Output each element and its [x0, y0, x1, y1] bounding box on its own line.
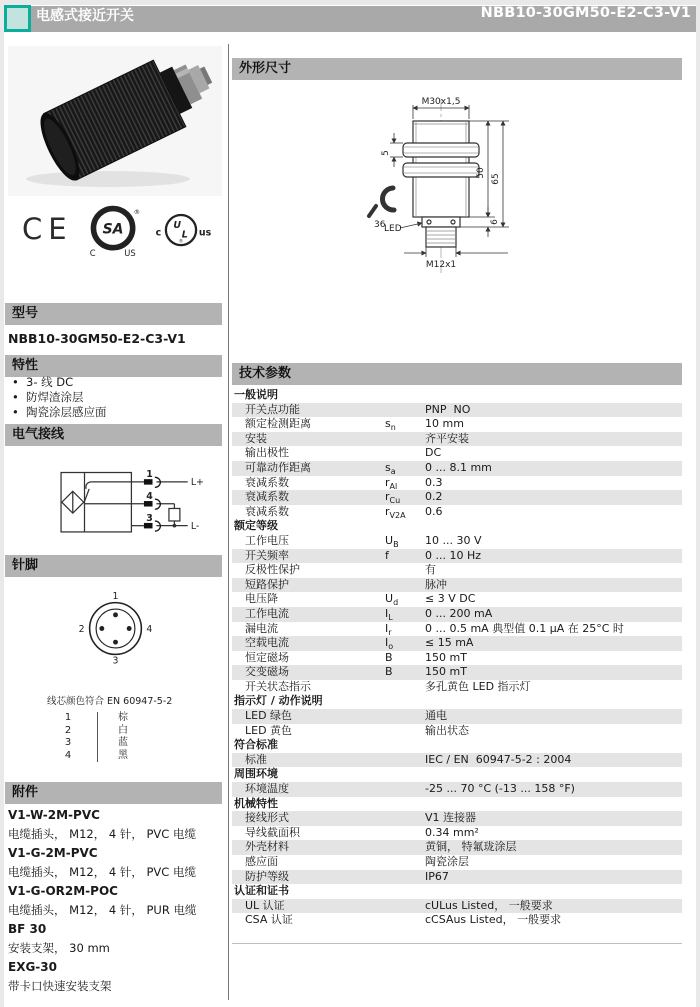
- spec-label: 外壳材料: [245, 840, 289, 854]
- spec-row: [232, 811, 682, 826]
- spec-label: 工作电压: [245, 533, 289, 547]
- spec-value: 黄铜， 特氟珑涂层: [425, 840, 517, 854]
- spec-symbol: [385, 913, 425, 928]
- spec-row: [232, 651, 682, 666]
- spec-label: 开关点功能: [245, 402, 300, 416]
- spec-row: [232, 607, 682, 622]
- wire-pin-number: 4: [64, 749, 72, 761]
- column-divider: [228, 44, 229, 1000]
- accessory-model: V1-G-OR2M-POC: [8, 884, 118, 898]
- feature-text: 防焊渣涂层: [26, 390, 84, 404]
- spec-symbol: [385, 753, 425, 768]
- feature-item: [12, 390, 107, 405]
- spec-symbol: $I_r$: [385, 621, 392, 637]
- spec-value: V1 连接器: [425, 811, 477, 825]
- bullet-icon: •: [12, 405, 19, 419]
- spec-row: [232, 782, 682, 797]
- dimension-drawing: [356, 95, 556, 275]
- spec-value: -25 ... 70 °C (-13 ... 158 °F): [425, 782, 575, 796]
- wiring-pin3-label: 3: [146, 512, 153, 524]
- spec-row: [232, 870, 682, 885]
- spec-row: [232, 622, 682, 637]
- spec-label: 恒定磁场: [245, 650, 289, 664]
- accessory-description: 安装支架， 30 mm: [8, 941, 110, 955]
- spec-row: [232, 476, 682, 491]
- tech-table: [232, 388, 682, 928]
- spec-label: 短路保护: [245, 577, 289, 591]
- section-header-tech: 技术参数: [232, 363, 682, 385]
- spec-value: 10 ... 30 V: [425, 533, 482, 547]
- spec-group-header: 一般说明: [234, 388, 278, 401]
- header-model-number: NBB10-30GM50-E2-C3-V1: [480, 5, 691, 21]
- spec-symbol: $r_{Cu}$: [385, 490, 401, 506]
- csa-c-text: C: [89, 248, 96, 258]
- spec-symbol: [385, 826, 425, 841]
- spec-label: CSA 认证: [245, 913, 293, 927]
- dim-thread-label: M30x1,5: [421, 97, 461, 107]
- spec-row: [232, 490, 682, 505]
- spec-label: 漏电流: [245, 621, 278, 635]
- spec-symbol: [385, 724, 425, 739]
- spec-value: 0 ... 10 Hz: [425, 548, 482, 562]
- spec-group-header: 周围环境: [234, 767, 278, 781]
- spec-row: [232, 636, 682, 651]
- spec-value: 0.34 mm²: [425, 825, 479, 839]
- spec-symbol: [385, 680, 425, 695]
- spec-group-header: 符合标准: [234, 738, 278, 752]
- spec-group-header: 认证和证书: [234, 884, 289, 898]
- wire-color-row: [55, 750, 128, 763]
- spec-symbol: [385, 563, 425, 578]
- wiring-pin1-label: 1: [146, 469, 153, 481]
- accessory-description: 电缆插头， M12， 4 针， PVC 电缆: [8, 865, 196, 879]
- spec-label: 防护等级: [245, 869, 289, 883]
- section-header-model: 型号: [5, 303, 222, 325]
- spec-label: 可靠动作距离: [245, 460, 311, 474]
- spec-row: [232, 417, 682, 432]
- product-photo: [8, 46, 222, 196]
- spec-row: [232, 826, 682, 841]
- spec-value: IP67: [425, 869, 449, 883]
- wiring-pin4-label: 4: [146, 491, 153, 503]
- wire-color-name: 蓝: [97, 737, 128, 750]
- spec-symbol: [385, 870, 425, 885]
- spec-row: [232, 753, 682, 768]
- feature-item: [12, 375, 107, 390]
- spec-label: 输出极性: [245, 446, 289, 460]
- ul-u-text: U: [173, 220, 182, 232]
- spec-symbol: [385, 782, 425, 797]
- wire-color-table: [55, 712, 128, 762]
- wire-color-row: [55, 737, 128, 750]
- spec-symbol: $I_o$: [385, 636, 394, 652]
- spec-value: DC: [425, 446, 442, 460]
- spec-symbol: [385, 855, 425, 870]
- spec-label: 衰减系数: [245, 475, 289, 489]
- accessory-model: V1-G-2M-PVC: [8, 846, 98, 860]
- spec-symbol: B: [385, 650, 393, 664]
- spec-value: cCSAus Listed， 一般要求: [425, 913, 562, 927]
- spec-value: 0.6: [425, 504, 443, 518]
- spec-value: 0.3: [425, 475, 443, 489]
- csa-logo-icon: [86, 202, 142, 258]
- spec-label: 衰减系数: [245, 504, 289, 518]
- spec-row: [232, 403, 682, 418]
- ul-logo-icon: [148, 210, 214, 252]
- spec-symbol: $I_L$: [385, 606, 393, 623]
- spec-group-header: 指示灯 / 动作说明: [234, 694, 323, 708]
- spec-label: 环境温度: [245, 782, 289, 796]
- spec-value: 输出状态: [425, 723, 469, 737]
- spec-value: 150 mT: [425, 665, 467, 679]
- spec-label: LED 绿色: [245, 709, 293, 723]
- spec-label: 反极性保护: [245, 563, 300, 577]
- spec-row: [232, 446, 682, 461]
- pin3-label: 3: [112, 655, 119, 666]
- csa-registered-mark: ®: [133, 208, 141, 217]
- spec-row: [232, 578, 682, 593]
- spec-label: 接线形式: [245, 811, 289, 825]
- spec-symbol: [385, 432, 425, 447]
- feature-text: 3- 线 DC: [26, 375, 74, 389]
- spec-label: 开关状态指示: [245, 679, 311, 693]
- spec-label: 衰减系数: [245, 490, 289, 504]
- pin4-label: 4: [146, 624, 153, 636]
- spec-label: 开关频率: [245, 548, 289, 562]
- spec-label: 额定检测距离: [245, 417, 311, 431]
- spec-value: cULus Listed， 一般要求: [425, 898, 553, 912]
- spec-symbol: [385, 840, 425, 855]
- dim-led-label: LED: [384, 224, 402, 234]
- spec-value: IEC / EN 60947-5-2 : 2004: [425, 752, 572, 766]
- wire-color-name: 黑: [97, 750, 128, 763]
- spec-label: 感应面: [245, 855, 278, 868]
- spec-value: 有: [425, 563, 436, 577]
- spec-row: [232, 432, 682, 447]
- feature-text: 陶瓷涂层感应面: [26, 405, 107, 419]
- section-header-features: 特性: [5, 355, 222, 377]
- spec-label: 工作电流: [245, 606, 289, 620]
- model-number: NBB10-30GM50-E2-C3-V1: [8, 331, 186, 346]
- spec-row: [232, 563, 682, 578]
- spec-row: [232, 840, 682, 855]
- accessory-description: 带卡口快速安装支架: [8, 979, 112, 993]
- ul-c-text: c: [155, 227, 162, 239]
- ce-mark-icon: CE: [22, 212, 73, 246]
- spec-group-header: 机械特性: [234, 796, 278, 810]
- wire-color-name: 棕: [97, 712, 128, 725]
- spec-symbol: [385, 811, 425, 826]
- accessories-list: [8, 806, 222, 996]
- wrench-icon: [382, 188, 394, 210]
- spec-value: 0 ... 0.5 mA 典型值 0.1 μA 在 25°C 时: [425, 621, 624, 635]
- ul-registered-mark: ®: [178, 238, 184, 244]
- spec-value: 0.2: [425, 490, 443, 504]
- spec-symbol: $U_B$: [385, 533, 399, 550]
- ul-l-text: L: [181, 229, 188, 241]
- bullet-icon: •: [12, 390, 19, 404]
- spec-row: [232, 505, 682, 520]
- spec-value: ≤ 15 mA: [425, 636, 474, 650]
- ul-us-text: us: [198, 227, 212, 239]
- spec-value: 齐平安装: [425, 431, 469, 445]
- wire-color-name: 白: [97, 725, 128, 738]
- spec-value: 0 ... 200 mA: [425, 606, 493, 620]
- wiring-lplus-label: L+: [190, 477, 204, 489]
- spec-symbol: $s_a$: [385, 460, 396, 477]
- dim-collar-label: 6: [490, 219, 500, 225]
- csa-us-text: US: [124, 248, 136, 258]
- spec-symbol: [385, 578, 425, 593]
- spec-symbol: $s_n$: [385, 417, 396, 433]
- spec-row: [232, 680, 682, 695]
- feature-item: [12, 405, 107, 420]
- spec-row: [232, 913, 682, 928]
- spec-row: [232, 592, 682, 607]
- spec-value: 脉冲: [425, 577, 447, 591]
- section-header-accessories: 附件: [5, 782, 222, 804]
- spec-symbol: [385, 709, 425, 724]
- wire-color-row: [55, 712, 128, 725]
- spec-row: [232, 855, 682, 870]
- spec-row: [232, 534, 682, 549]
- spec-row: [232, 665, 682, 680]
- brand-square-icon: [4, 5, 31, 32]
- wiring-lminus-label: L-: [190, 520, 200, 532]
- spec-value: 通电: [425, 709, 447, 723]
- spec-row: [232, 461, 682, 476]
- spec-symbol: [385, 899, 425, 914]
- spec-label: 安装: [245, 431, 267, 445]
- spec-label: UL 认证: [245, 898, 285, 912]
- section-header-dimensions: 外形尺寸: [232, 58, 682, 80]
- spec-group-header: 额定等级: [234, 519, 278, 533]
- spec-row: [232, 899, 682, 914]
- spec-symbol: f: [385, 548, 389, 562]
- section-header-pins: 针脚: [5, 555, 222, 577]
- accessory-description: 电缆插头， M12， 4 针， PUR 电缆: [8, 903, 197, 917]
- spec-symbol: [385, 403, 425, 418]
- accessory-model: V1-W-2M-PVC: [8, 808, 100, 822]
- bullet-icon: •: [12, 375, 19, 389]
- spec-symbol: B: [385, 665, 393, 679]
- spec-value: 10 mm: [425, 417, 464, 431]
- page-title: 电感式接近开关: [36, 8, 134, 24]
- spec-value: 0 ... 8.1 mm: [425, 460, 492, 474]
- dim-body-label: 50: [476, 167, 486, 179]
- section-header-wiring: 电气接线: [5, 424, 222, 446]
- spec-value: PNP NO: [425, 402, 471, 416]
- spec-value: ≤ 3 V DC: [425, 592, 476, 606]
- spec-symbol: [385, 446, 425, 461]
- csa-inner-text: SA: [102, 221, 124, 238]
- spec-label: 导线截面积: [245, 825, 300, 839]
- spec-row: [232, 709, 682, 724]
- wire-pin-number: 2: [64, 724, 72, 736]
- pin2-label: 2: [78, 624, 85, 636]
- dim-nut-label: 5: [381, 150, 391, 156]
- spec-symbol: $U_d$: [385, 592, 399, 608]
- dim-wrench-label: 36: [374, 220, 386, 230]
- feature-list: [12, 375, 107, 420]
- wire-pin-number: 3: [64, 737, 72, 748]
- spec-label: 空载电流: [245, 636, 289, 650]
- spec-value: 多孔黄色 LED 指示灯: [425, 679, 531, 693]
- accessory-description: 电缆插头， M12， 4 针， PVC 电缆: [8, 827, 196, 841]
- wire-color-row: [55, 725, 128, 738]
- spec-symbol: $r_{Al}$: [385, 475, 398, 491]
- spec-value: 陶瓷涂层: [425, 855, 469, 868]
- accessory-model: EXG-30: [8, 960, 57, 974]
- pin1-label: 1: [112, 591, 119, 603]
- wire-pin-number: 1: [64, 712, 72, 723]
- pin-connector-diagram: [58, 591, 173, 666]
- accessory-model: BF 30: [8, 922, 47, 936]
- spec-row: [232, 724, 682, 739]
- spec-label: 电压降: [245, 592, 278, 606]
- dim-connector-label: M12x1: [425, 260, 457, 270]
- spec-row: [232, 549, 682, 564]
- spec-label: 标准: [245, 752, 267, 766]
- wire-color-note: 线芯颜色符合 EN 60947-5-2: [47, 696, 173, 707]
- wiring-diagram: [45, 460, 210, 546]
- spec-label: LED 黄色: [245, 723, 293, 737]
- spec-label: 交变磁场: [245, 665, 289, 679]
- dim-total-label: 65: [491, 173, 501, 185]
- table-end-divider: [232, 943, 682, 944]
- spec-value: 150 mT: [425, 650, 467, 664]
- spec-symbol: $r_{V2A}$: [385, 504, 406, 520]
